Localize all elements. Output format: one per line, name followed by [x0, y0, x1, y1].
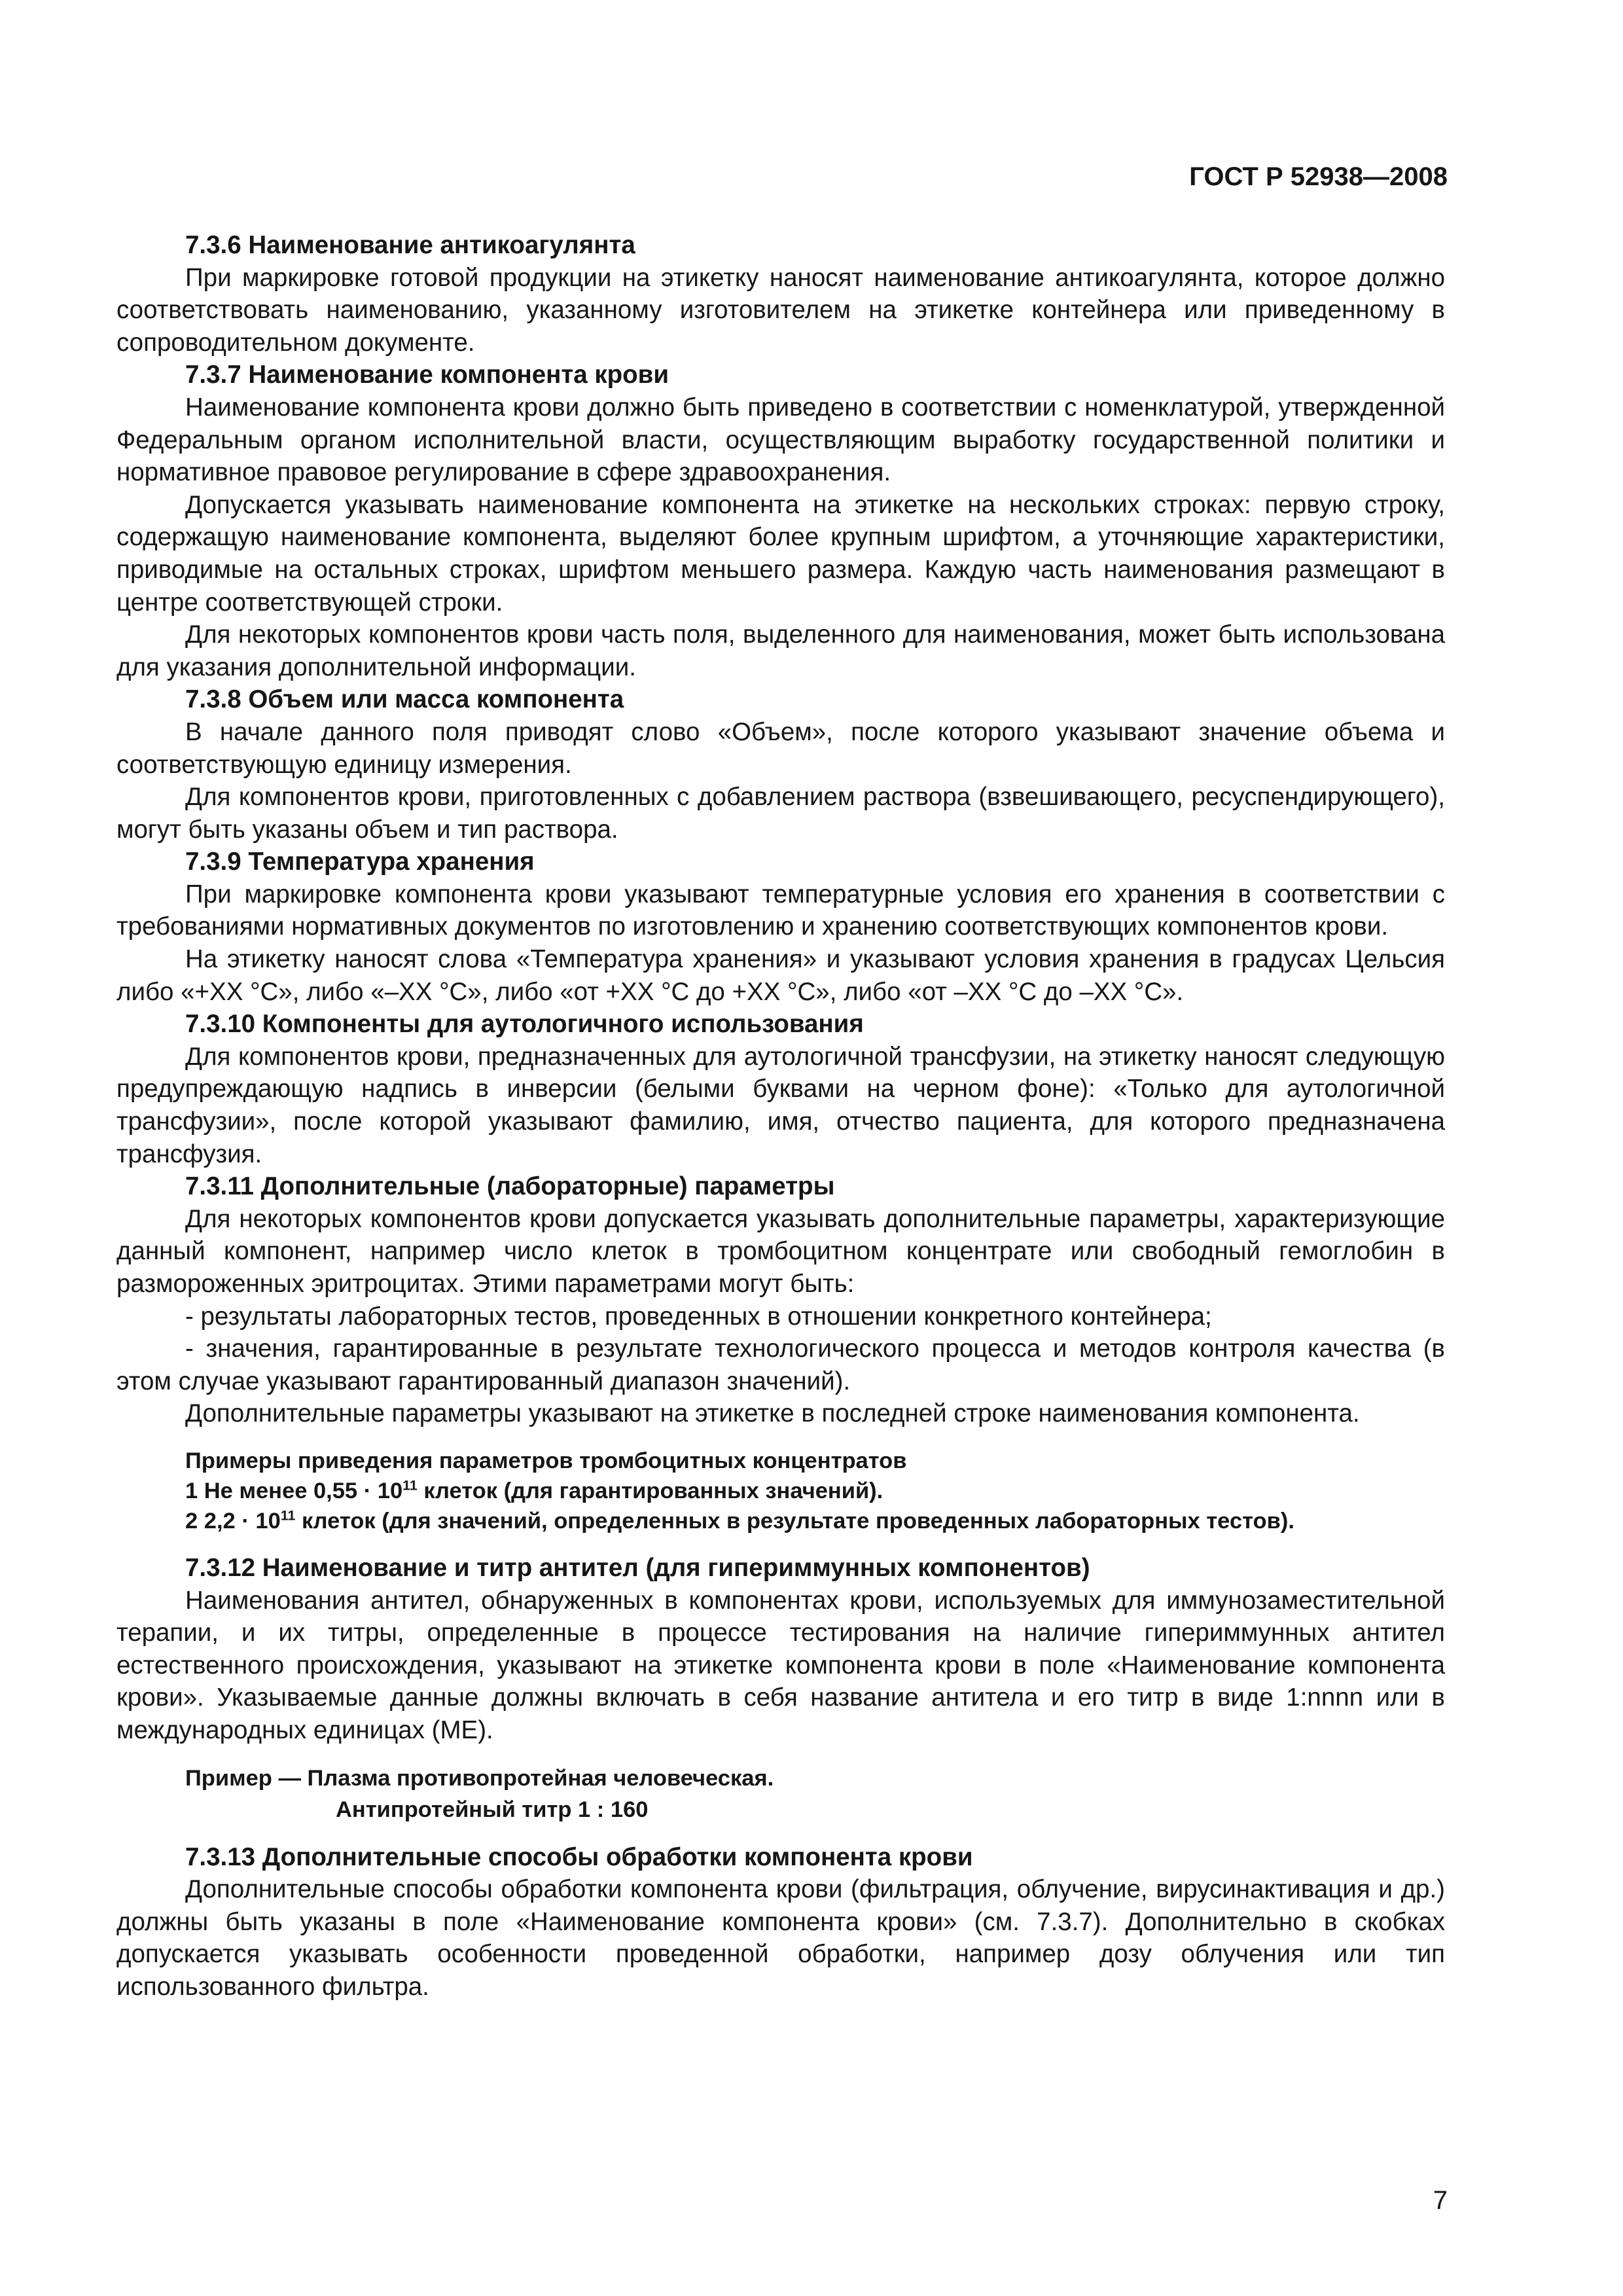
section-heading: 7.3.7 Наименование компонента крови	[185, 361, 669, 389]
paragraph: При маркировке готовой продукции на этикетку наносят наименование антикоагулянта, которое должно соответствовать наименованию, указанному изготовителем на этикетке контейнера или приведенному в сопроводительном документе.	[116, 263, 1445, 357]
example-line: Антипротейный титр 1 : 160	[336, 1797, 649, 1822]
section-heading: 7.3.11 Дополнительные (лабораторные) параметры	[185, 1172, 835, 1201]
example-line: Пример — Плазма противопротейная человеческая.	[185, 1765, 774, 1791]
list-item: - результаты лабораторных тестов, проведенных в отношении конкретного контейнера;	[185, 1302, 1212, 1331]
section-heading: 7.3.10 Компоненты для аутологичного использования	[185, 1010, 864, 1039]
section-heading: 7.3.13 Дополнительные способы обработки компонента крови	[185, 1842, 973, 1871]
example-item: 2 $2,2 \cdot 10^{11}$ клеток (для значений, определенных в результате проведенных лабораторных тестов).	[185, 1507, 1294, 1534]
document-body	[116, 229, 1445, 2003]
page-number: 7	[1433, 2186, 1448, 2215]
section-heading: 7.3.9 Температура хранения	[185, 848, 535, 876]
examples-title: Примеры приведения параметров тромбоцитных концентратов	[185, 1448, 907, 1473]
paragraph: Для компонентов крови, предназначенных для аутологичной трансфузии, на этикетку наносят следующую предупреждающую надпись в инверсии (белыми буквами на черном фоне): «Только для аутологичной трансфузии», после которой указывают фамилию, имя, отчество пациента, для которого предназначена трансфузия.	[116, 1042, 1445, 1168]
section-heading: 7.3.6 Наименование антикоагулянта	[185, 231, 635, 259]
section-heading: 7.3.12 Наименование и титр антител (для гипериммунных компонентов)	[185, 1553, 1090, 1582]
paragraph: В начале данного поля приводят слово «Объем», после которого указывают значение объема и соответствующую единицу измерения.	[116, 717, 1445, 779]
paragraph: На этикетку наносят слова «Температура хранения» и указывают условия хранения в градусах Цельсия либо «+XX °С», либо «–XX °С», либо «от +XX °С до +XX °С», либо «от –XX °С до –XX °С».	[116, 945, 1445, 1006]
document-header: ГОСТ Р 52938—2008	[1189, 162, 1448, 191]
paragraph: Допускается указывать наименование компонента на этикетке на нескольких строках: первую строку, содержащую наименование компонента, выделяют более крупным шрифтом, а уточняющие характеристики, приводимые на остальных строках, шрифтом меньшего размера. Каждую часть наименования размещают в центре соответствующей строки.	[116, 490, 1445, 617]
paragraph: Для некоторых компонентов крови часть поля, выделенного для наименования, может быть использована для указания дополнительной информации.	[116, 620, 1445, 681]
paragraph: Дополнительные параметры указывают на этикетке в последней строке наименования компонента.	[185, 1399, 1360, 1428]
paragraph: При маркировке компонента крови указывают температурные условия его хранения в соответствии с требованиями нормативных документов по изготовлению и хранению соответствующих компонентов крови.	[116, 880, 1445, 941]
section-heading: 7.3.8 Объем или масса компонента	[185, 685, 624, 714]
paragraph: Для некоторых компонентов крови допускается указывать дополнительные параметры, характеризующие данный компонент, например число клеток в тромбоцитном концентрате или свободный гемоглобин в размороженных эритроцитах. Этими параметрами могут быть:	[116, 1204, 1445, 1298]
paragraph: Наименования антител, обнаруженных в компонентах крови, используемых для иммунозаместительной терапии, и их титры, определенные в процессе тестирования на наличие гипериммунных антител естественного происхождения, указывают на этикетке компонента крови в поле «Наименование компонента крови». Указываемые данные должны включать в себя название антитела и его титр в виде 1:nnnn или в международных единицах (МЕ).	[116, 1586, 1445, 1744]
list-item: - значения, гарантированные в результате технологического процесса и методов контроля качества (в этом случае указывают гарантированный диапазон значений).	[116, 1335, 1445, 1395]
paragraph: Дополнительные способы обработки компонента крови (фильтрация, облучение, вирусинактивация и др.) должны быть указаны в поле «Наименование компонента крови» (см. 7.3.7). Дополнительно в скобках допускается указывать особенности проведенной обработки, например дозу облучения или тип использованного фильтра.	[116, 1875, 1445, 2001]
paragraph: Для компонентов крови, приготовленных с добавлением раствора (взвешивающего, ресуспендирующего), могут быть указаны объем и тип раствора.	[116, 783, 1445, 844]
example-item: 1 Не менее $0,55 \cdot 10^{11}$ клеток (для гарантированных значений).	[185, 1477, 883, 1503]
paragraph: Наименование компонента крови должно быть приведено в соответствии с номенклатурой, утвержденной Федеральным органом исполнительной власти, осуществляющим выработку государственной политики и нормативное правовое регулирование в сфере здравоохранения.	[116, 393, 1445, 487]
example-block	[116, 1763, 1445, 1825]
